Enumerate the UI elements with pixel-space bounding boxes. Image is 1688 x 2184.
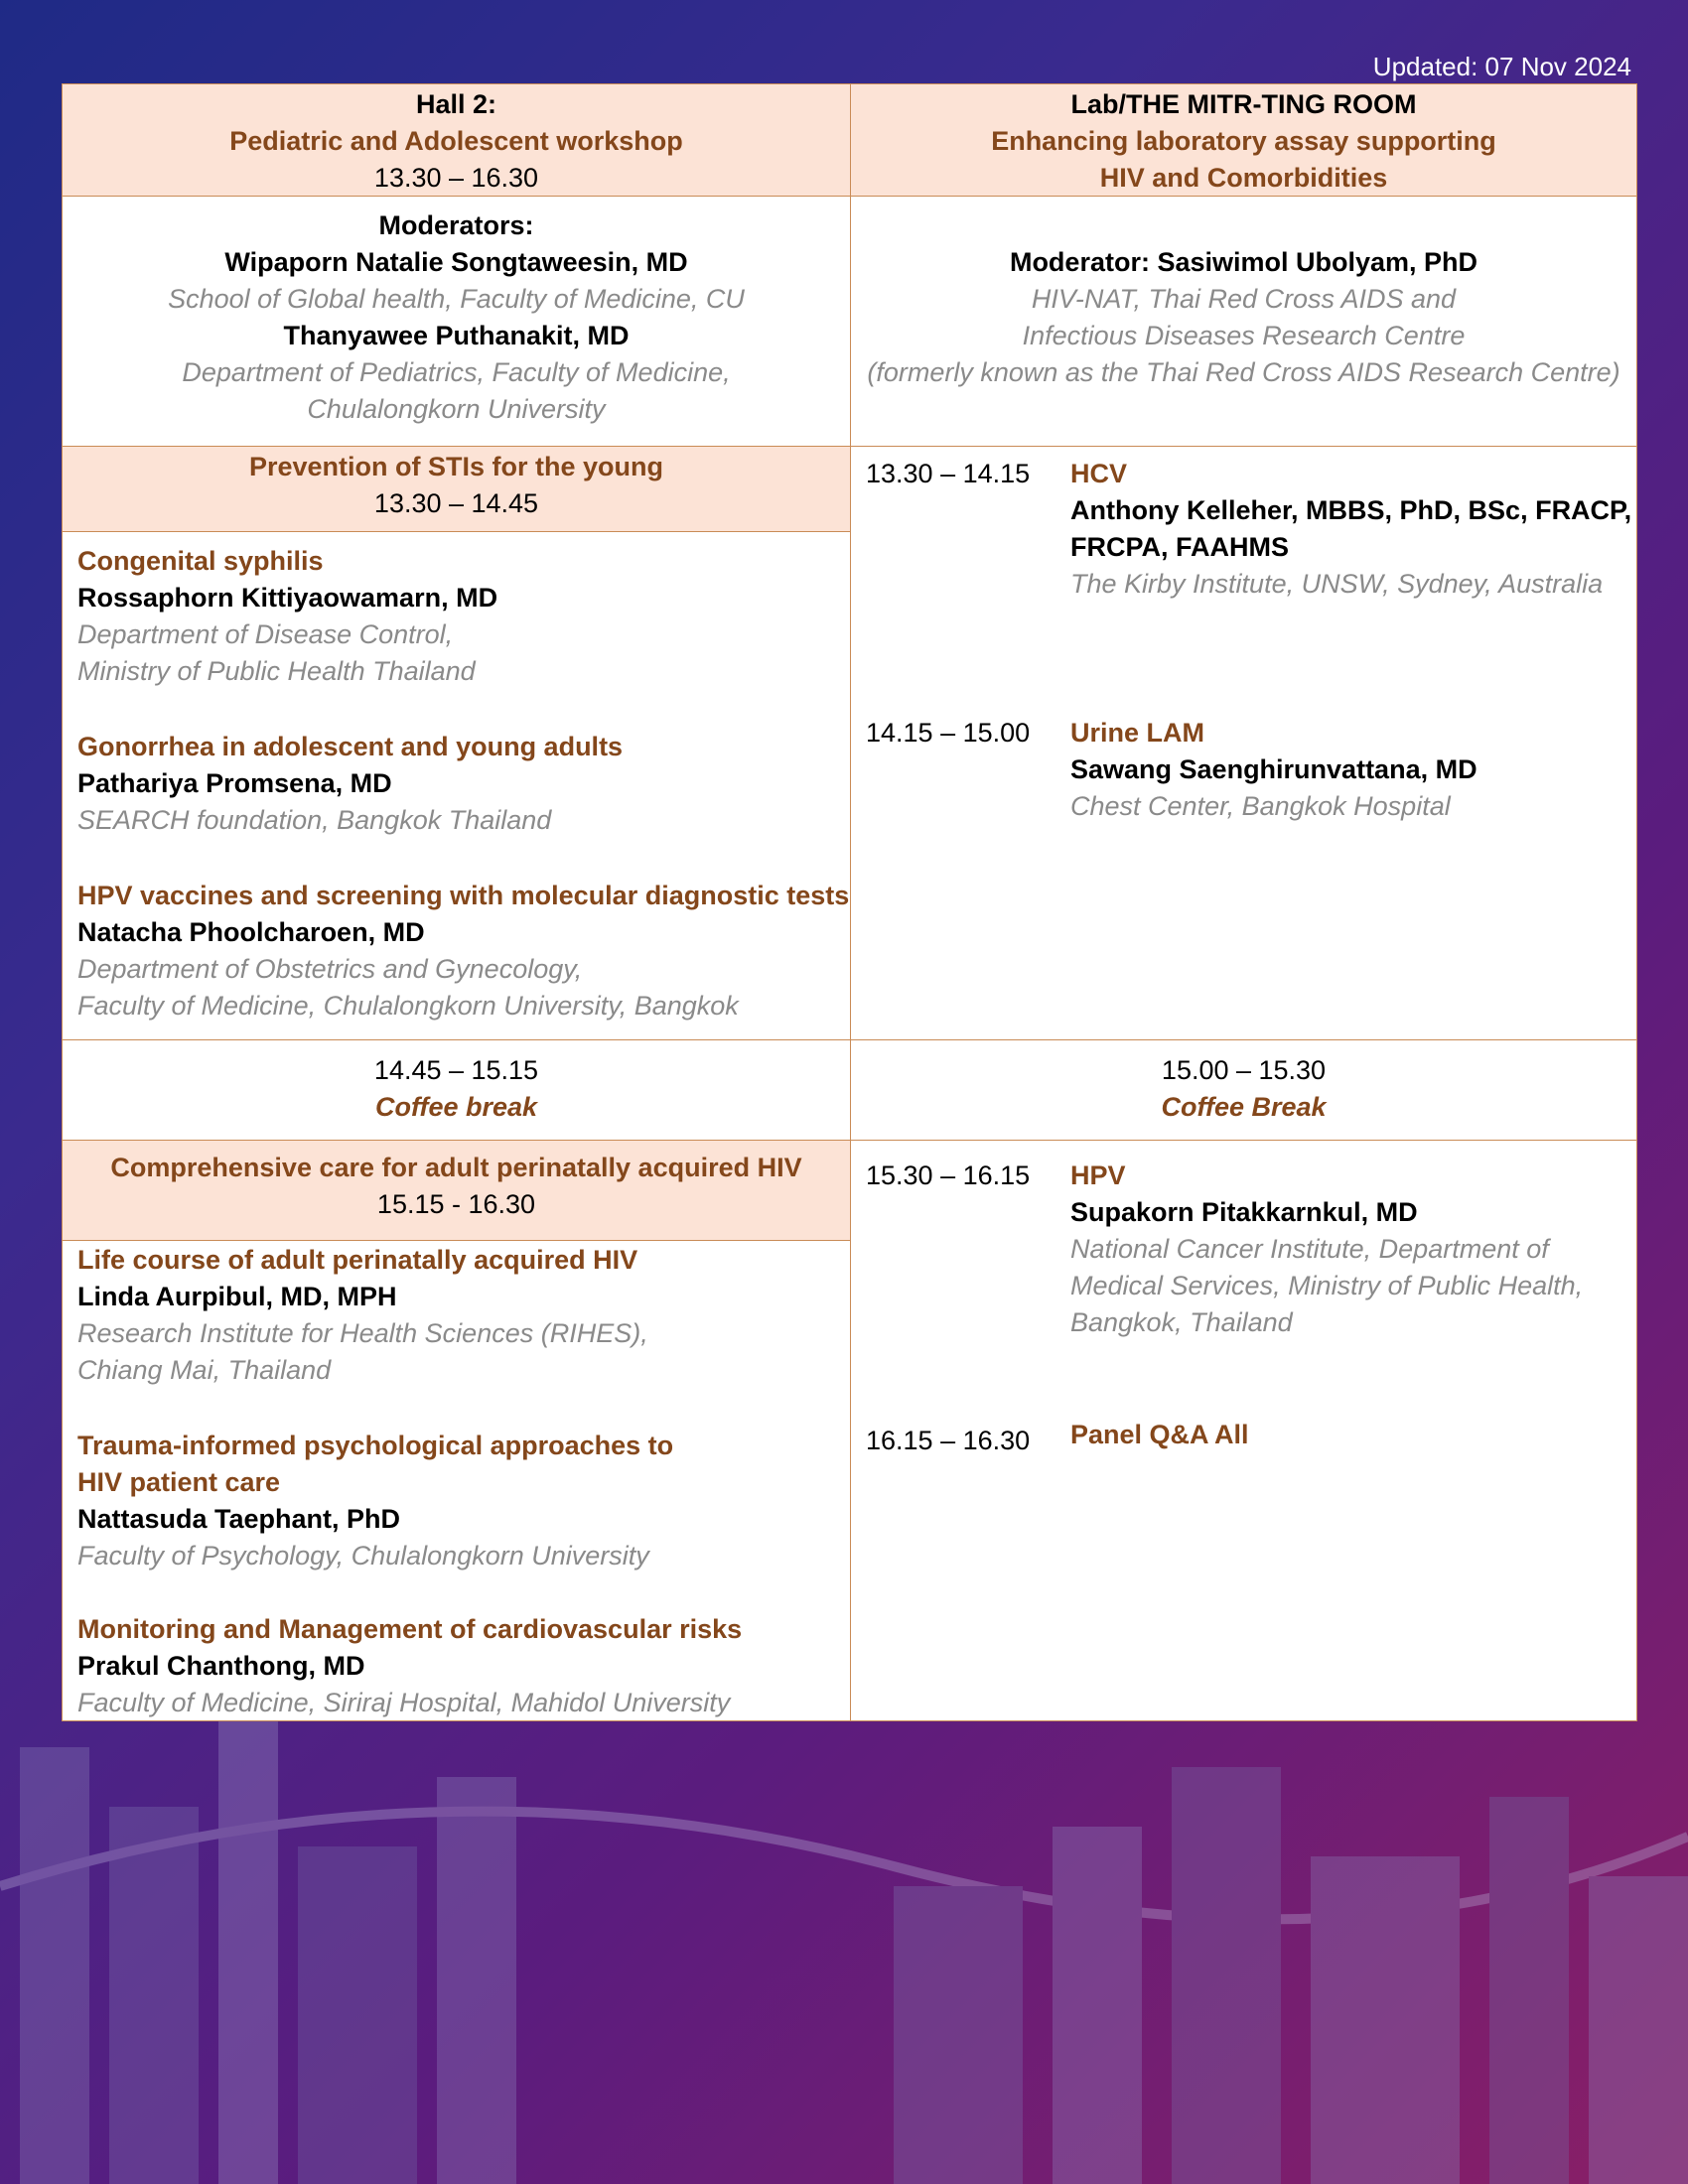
schedule-slot <box>866 715 1635 834</box>
schedule-slot <box>866 456 1635 614</box>
slot-time: 14.15 – 15.00 <box>866 718 1031 748</box>
right-moderator <box>851 244 1636 391</box>
left-moderators <box>63 207 850 428</box>
schedule-slot <box>866 1417 1635 1466</box>
talk-item <box>77 1242 842 1389</box>
speaker-credentials: FRCPA, FAAHMS <box>1070 532 1289 562</box>
room-label: Lab/THE MITR-TING ROOM <box>1070 89 1417 119</box>
session-time: 13.30 – 14.45 <box>373 488 539 518</box>
talk-title: Life course of adult perinatally acquired HIV <box>77 1245 638 1275</box>
break-label: Coffee break <box>374 1092 538 1122</box>
speaker-affiliation: Department of Obstetrics and Gynecology, <box>77 954 583 984</box>
left-coffee-break <box>63 1052 850 1126</box>
break-time: 15.00 – 15.30 <box>1161 1055 1327 1085</box>
right-header <box>851 86 1636 197</box>
talk-item <box>77 878 850 1024</box>
break-label: Coffee Break <box>1161 1092 1327 1122</box>
speaker-affiliation: Research Institute for Health Sciences (RIHES), <box>77 1318 648 1348</box>
workshop-title: Pediatric and Adolescent workshop <box>229 126 683 156</box>
moderator-affiliation: Department of Pediatrics, Faculty of Medicine, <box>182 357 731 387</box>
workshop-time: 13.30 – 16.30 <box>373 163 539 193</box>
speaker-name: Natacha Phoolcharoen, MD <box>77 917 425 947</box>
hall-label: Hall 2: <box>415 89 497 119</box>
talk-title: HIV patient care <box>77 1467 281 1497</box>
speaker-affiliation: Chiang Mai, Thailand <box>77 1355 332 1385</box>
slot-title: HCV <box>1070 459 1128 488</box>
speaker-name: Prakul Chanthong, MD <box>77 1651 365 1681</box>
speaker-affiliation: Department of Disease Control, <box>77 619 454 649</box>
slot-time: 15.30 – 16.15 <box>866 1160 1031 1190</box>
speaker-affiliation: Medical Services, Ministry of Public Health, <box>1070 1271 1584 1300</box>
slot-title: Urine LAM <box>1070 718 1204 748</box>
row-divider <box>63 1240 850 1241</box>
moderator-affiliation: Chulalongkorn University <box>307 394 606 424</box>
schedule-table <box>62 83 1637 1721</box>
moderator-name: Thanyawee Puthanakit, MD <box>283 321 630 350</box>
session2-header <box>63 1150 850 1223</box>
slot-title: HPV <box>1070 1160 1126 1190</box>
speaker-affiliation: Chest Center, Bangkok Hospital <box>1070 791 1451 821</box>
speaker-affiliation: Ministry of Public Health Thailand <box>77 656 476 686</box>
left-header <box>63 86 850 197</box>
row-divider <box>63 1140 1636 1141</box>
lab-title-line2: HIV and Comorbidities <box>1099 163 1388 193</box>
speaker-name: Rossaphorn Kittiyaowamarn, MD <box>77 583 498 613</box>
session-title: Prevention of STIs for the young <box>248 452 664 481</box>
talk-item <box>77 1428 842 1574</box>
speaker-affiliation: National Cancer Institute, Department of <box>1070 1234 1549 1264</box>
speaker-affiliation: SEARCH foundation, Bangkok Thailand <box>77 805 552 835</box>
talk-title: Gonorrhea in adolescent and young adults <box>77 732 624 761</box>
speaker-affiliation: Faculty of Medicine, Chulalongkorn University, Bangkok <box>77 991 739 1021</box>
moderator-affiliation: Infectious Diseases Research Centre <box>1022 321 1466 350</box>
talk-title: Congenital syphilis <box>77 546 324 576</box>
speaker-affiliation: Faculty of Psychology, Chulalongkorn University <box>77 1541 649 1570</box>
moderator-name: Wipaporn Natalie Songtaweesin, MD <box>224 247 688 277</box>
updated-date: Updated: 07 Nov 2024 <box>1372 52 1631 81</box>
speaker-name: Nattasuda Taephant, PhD <box>77 1504 401 1534</box>
row-divider <box>63 531 850 532</box>
speaker-name: Pathariya Promsena, MD <box>77 768 392 798</box>
moderator-name: Moderator: Sasiwimol Ubolyam, PhD <box>1009 247 1478 277</box>
speaker-name: Sawang Saenghirunvattana, MD <box>1070 754 1477 784</box>
lab-title-line1: Enhancing laboratory assay supporting <box>991 126 1496 156</box>
session-title: Comprehensive care for adult perinatally acquired HIV <box>110 1153 802 1182</box>
talk-title: Monitoring and Management of cardiovascular risks <box>77 1614 743 1644</box>
moderator-affiliation: HIV-NAT, Thai Red Cross AIDS and <box>1031 284 1457 314</box>
session-time: 15.15 - 16.30 <box>376 1189 536 1219</box>
speaker-affiliation: Bangkok, Thailand <box>1070 1307 1293 1337</box>
talk-item <box>77 543 842 690</box>
speaker-name: Anthony Kelleher, MBBS, PhD, BSc, FRACP, <box>1070 495 1632 525</box>
slot-title: Panel Q&A All <box>1070 1420 1249 1449</box>
talk-item <box>77 729 842 839</box>
talk-item <box>77 1611 842 1721</box>
schedule-slot <box>866 1158 1635 1356</box>
moderators-label: Moderators: <box>378 210 534 240</box>
talk-title: HPV vaccines and screening with molecular diagnostic tests <box>77 881 850 910</box>
speaker-affiliation: The Kirby Institute, UNSW, Sydney, Australia <box>1070 569 1604 599</box>
session1-header <box>63 449 850 522</box>
speaker-affiliation: Faculty of Medicine, Siriraj Hospital, Mahidol University <box>77 1688 731 1717</box>
moderator-affiliation: School of Global health, Faculty of Medicine, CU <box>168 284 745 314</box>
slot-time: 13.30 – 14.15 <box>866 459 1031 488</box>
slot-time: 16.15 – 16.30 <box>866 1426 1031 1455</box>
speaker-name: Supakorn Pitakkarnkul, MD <box>1070 1197 1418 1227</box>
right-coffee-break <box>851 1052 1636 1126</box>
speaker-name: Linda Aurpibul, MD, MPH <box>77 1282 397 1311</box>
row-divider <box>63 1039 1636 1040</box>
moderator-affiliation: (formerly known as the Thai Red Cross AIDS Research Centre) <box>867 357 1620 387</box>
break-time: 14.45 – 15.15 <box>373 1055 539 1085</box>
row-divider <box>63 446 1636 447</box>
talk-title: Trauma-informed psychological approaches to <box>77 1431 674 1460</box>
